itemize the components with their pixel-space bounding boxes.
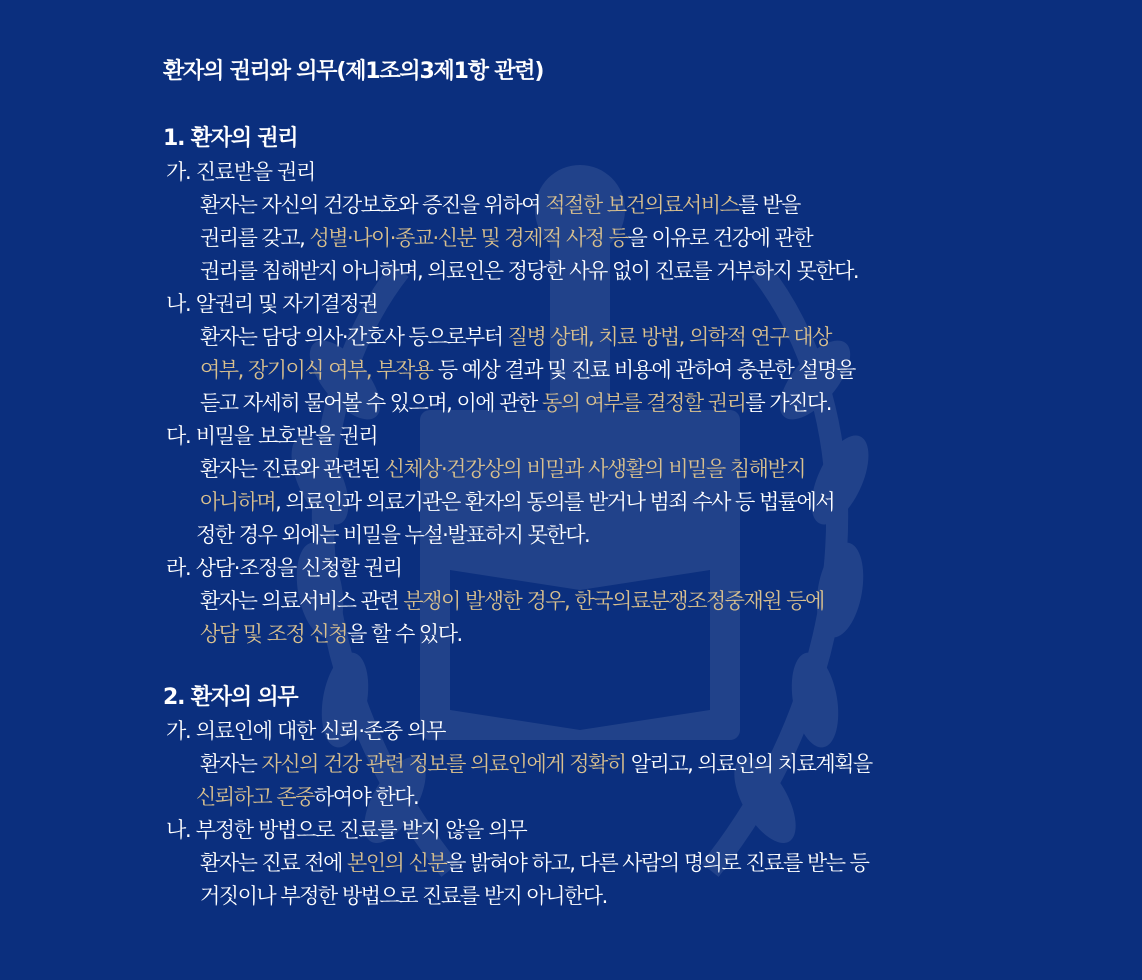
highlighted-text: 아니하며 bbox=[200, 490, 276, 514]
body-text: 듣고 자세히 물어볼 수 있으며, 이에 관한 bbox=[200, 391, 542, 415]
clause-item bbox=[163, 288, 1063, 420]
section-1 bbox=[163, 122, 1063, 651]
body-text: 거짓이나 부정한 방법으로 진료를 받지 아니한다. bbox=[200, 884, 607, 908]
body-text: 을 이유로 건강에 관한 bbox=[627, 226, 813, 250]
body-text: 환자는 담당 의사·간호사 등으로부터 bbox=[200, 325, 508, 349]
section-heading: 1. 환자의 권리 bbox=[163, 126, 298, 151]
body-text: 권리를 침해받지 아니하며, 의료인은 정당한 사유 없이 진료를 거부하지 못한다. bbox=[200, 259, 859, 283]
clause-line bbox=[200, 618, 1063, 651]
clause-item bbox=[163, 420, 1063, 552]
clause-body bbox=[163, 189, 1063, 288]
clause-line bbox=[200, 387, 1063, 420]
highlighted-text: 본인의 신분 bbox=[347, 851, 447, 875]
body-text: 환자는 진료 전에 bbox=[200, 851, 348, 875]
highlighted-text: 신체상·건강상의 비밀과 사생활의 비밀을 침해받지 bbox=[384, 457, 805, 481]
body-text: 하여야 한다. bbox=[313, 785, 419, 809]
clause-line bbox=[200, 453, 1063, 486]
highlighted-text: 상담 및 조정 신청 bbox=[200, 622, 348, 646]
highlighted-text: 질병 상태, 치료 방법, 의학적 연구 대상 bbox=[507, 325, 831, 349]
clause-line bbox=[200, 321, 1063, 354]
body-text: 를 받을 bbox=[738, 193, 800, 217]
body-text: 환자는 의료서비스 관련 bbox=[200, 589, 404, 613]
body-text: 환자는 진료와 관련된 bbox=[200, 457, 385, 481]
body-text: 환자는 bbox=[200, 752, 262, 776]
clause-line bbox=[200, 222, 1063, 255]
document-title: 환자의 권리와 의무(제1조의3제1항 관련) bbox=[163, 59, 544, 84]
clause-line bbox=[200, 880, 1063, 913]
section-list bbox=[163, 122, 1063, 913]
clause-item bbox=[163, 715, 1063, 814]
body-text: 을 할 수 있다. bbox=[347, 622, 462, 646]
clause-line bbox=[200, 748, 1063, 781]
clause-title: 다. 비밀을 보호받을 권리 bbox=[166, 424, 378, 448]
clause-title: 가. 진료받을 권리 bbox=[166, 160, 316, 184]
clause-line bbox=[196, 519, 1063, 552]
highlighted-text: 동의 여부를 결정할 권리 bbox=[541, 391, 746, 415]
clause-line bbox=[200, 255, 1063, 288]
clause-line bbox=[200, 847, 1063, 880]
clause-body bbox=[163, 748, 1063, 814]
highlighted-text: 분쟁이 발생한 경우, 한국의료분쟁조정중재원 등에 bbox=[403, 589, 824, 613]
body-text: 를 가진다. bbox=[745, 391, 831, 415]
body-text: 등 예상 결과 및 진료 비용에 관하여 충분한 설명을 bbox=[432, 358, 855, 382]
body-text: 권리를 갖고, bbox=[200, 226, 310, 250]
clause-title: 라. 상담·조정을 신청할 권리 bbox=[166, 556, 402, 580]
clause-line bbox=[200, 585, 1063, 618]
highlighted-text: 자신의 건강 관련 정보를 의료인에게 정확히 bbox=[261, 752, 626, 776]
section-heading: 2. 환자의 의무 bbox=[163, 685, 298, 710]
clause-body bbox=[163, 321, 1063, 420]
clause-body bbox=[163, 847, 1063, 913]
body-text: 알리고, 의료인의 치료계획을 bbox=[625, 752, 872, 776]
highlighted-text: 적절한 보건의료서비스 bbox=[545, 193, 739, 217]
clause-line bbox=[196, 781, 1063, 814]
section-2 bbox=[163, 681, 1063, 913]
rights-document bbox=[163, 52, 1063, 913]
highlighted-text: 성별·나이·종교·신분 및 경제적 사정 등 bbox=[309, 226, 628, 250]
clause-item bbox=[163, 814, 1063, 913]
body-text: 환자는 자신의 건강보호와 증진을 위하여 bbox=[200, 193, 546, 217]
clause-title: 나. 부정한 방법으로 진료를 받지 않을 의무 bbox=[166, 818, 527, 842]
clause-item bbox=[163, 552, 1063, 651]
clause-line bbox=[200, 189, 1063, 222]
clause-line bbox=[200, 486, 1063, 519]
body-text: 정한 경우 외에는 비밀을 누설·발표하지 못한다. bbox=[196, 523, 590, 547]
clause-line bbox=[200, 354, 1063, 387]
clause-body bbox=[163, 453, 1063, 552]
highlighted-text: 여부, 장기이식 여부, 부작용 bbox=[200, 358, 433, 382]
clause-title: 가. 의료인에 대한 신뢰·존중 의무 bbox=[166, 719, 446, 743]
clause-body bbox=[163, 585, 1063, 651]
highlighted-text: 신뢰하고 존중 bbox=[196, 785, 314, 809]
clause-title: 나. 알권리 및 자기결정권 bbox=[166, 292, 378, 316]
body-text: 을 밝혀야 하고, 다른 사람의 명의로 진료를 받는 등 bbox=[446, 851, 869, 875]
body-text: , 의료인과 의료기관은 환자의 동의를 받거나 범죄 수사 등 법률에서 bbox=[275, 490, 835, 514]
clause-item bbox=[163, 156, 1063, 288]
